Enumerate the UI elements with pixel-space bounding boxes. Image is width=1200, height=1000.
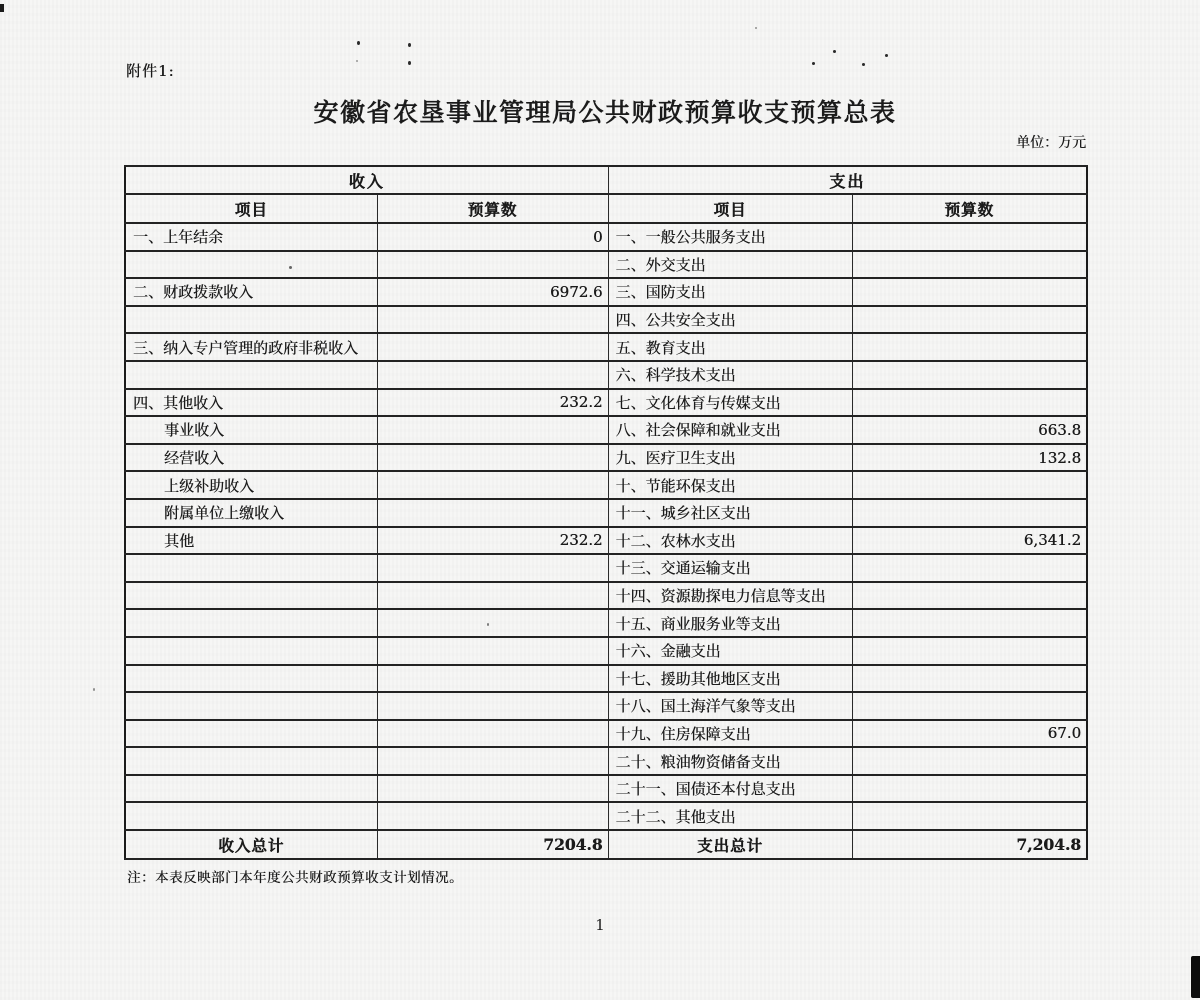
income-value-cell: [377, 251, 608, 279]
income-value-cell: [377, 637, 608, 665]
expense-value-cell: 6,341.2: [852, 527, 1087, 555]
page-number: 1: [595, 916, 605, 934]
income-item-cell: 附属单位上缴收入: [125, 499, 377, 527]
income-total-label: 收入总计: [125, 830, 377, 859]
scan-speck: [289, 266, 292, 269]
expense-value-cell: [852, 361, 1087, 389]
expense-value-cell: [852, 747, 1087, 775]
income-value-cell: [377, 416, 608, 444]
income-item-cell: 二、财政拨款收入: [125, 278, 377, 306]
income-value-cell: 6972.6: [377, 278, 608, 306]
expense-value-cell: [852, 637, 1087, 665]
income-budget-column-header: 预算数: [377, 194, 608, 223]
expense-value-cell: [852, 802, 1087, 830]
expense-item-cell: 十六、金融支出: [608, 637, 852, 665]
income-item-cell: [125, 637, 377, 665]
expense-value-cell: [852, 775, 1087, 803]
income-total-value: 7204.8: [377, 830, 608, 859]
expense-value-cell: [852, 251, 1087, 279]
expense-item-cell: 十五、商业服务业等支出: [608, 609, 852, 637]
income-value-cell: [377, 444, 608, 472]
income-value-cell: 0: [377, 223, 608, 251]
budget-table-row: [125, 333, 1087, 361]
income-value-cell: [377, 720, 608, 748]
expense-value-cell: 132.8: [852, 444, 1087, 472]
income-value-cell: [377, 333, 608, 361]
income-value-cell: [377, 499, 608, 527]
expense-value-cell: [852, 582, 1087, 610]
income-item-cell: 事业收入: [125, 416, 377, 444]
budget-table-row: [125, 692, 1087, 720]
budget-table-row: [125, 637, 1087, 665]
income-item-cell: 三、纳入专户管理的政府非税收入: [125, 333, 377, 361]
expense-item-cell: 四、公共安全支出: [608, 306, 852, 334]
expense-item-cell: 十四、资源勘探电力信息等支出: [608, 582, 852, 610]
budget-table-row: [125, 389, 1087, 417]
income-value-cell: [377, 747, 608, 775]
expense-value-cell: [852, 499, 1087, 527]
income-item-cell: [125, 665, 377, 693]
expense-value-cell: [852, 471, 1087, 499]
income-item-cell: 经营收入: [125, 444, 377, 472]
budget-table-row: [125, 720, 1087, 748]
expense-section-header: 支出: [608, 166, 1087, 194]
income-value-cell: [377, 802, 608, 830]
expense-item-cell: 十三、交通运输支出: [608, 554, 852, 582]
budget-table-row: [125, 278, 1087, 306]
scan-speck: [862, 63, 865, 66]
expense-value-cell: 663.8: [852, 416, 1087, 444]
budget-table-row: [125, 665, 1087, 693]
income-item-cell: [125, 582, 377, 610]
income-value-cell: 232.2: [377, 527, 608, 555]
expense-item-cell: 十九、住房保障支出: [608, 720, 852, 748]
budget-table-row: [125, 444, 1087, 472]
scan-speck: [833, 50, 836, 53]
income-item-cell: [125, 251, 377, 279]
scan-speck: [885, 54, 888, 57]
expense-item-cell: 九、医疗卫生支出: [608, 444, 852, 472]
income-value-cell: [377, 306, 608, 334]
income-section-header: 收入: [125, 166, 608, 194]
unit-label: 单位：万元: [1016, 135, 1086, 151]
attachment-label: 附件1:: [126, 62, 175, 80]
expense-value-cell: 67.0: [852, 720, 1087, 748]
income-item-cell: [125, 361, 377, 389]
income-value-cell: 232.2: [377, 389, 608, 417]
expense-value-cell: [852, 692, 1087, 720]
budget-table: [124, 165, 1088, 860]
expense-item-cell: 二十、粮油物资储备支出: [608, 747, 852, 775]
scan-speck: [93, 688, 95, 691]
scan-artifact-edge-speck: [0, 4, 4, 12]
income-value-cell: [377, 609, 608, 637]
expense-value-cell: [852, 389, 1087, 417]
budget-table-row: [125, 554, 1087, 582]
table-total-row: [125, 830, 1087, 859]
expense-item-cell: 六、科学技术支出: [608, 361, 852, 389]
footnote: 注：本表反映部门本年度公共财政预算收支计划情况。: [127, 870, 463, 886]
budget-table-row: [125, 775, 1087, 803]
income-value-cell: [377, 692, 608, 720]
expense-item-cell: 十二、农林水支出: [608, 527, 852, 555]
table-section-header-row: [125, 166, 1087, 194]
expense-item-cell: 十七、援助其他地区支出: [608, 665, 852, 693]
budget-table-row: [125, 416, 1087, 444]
scan-speck: [357, 41, 360, 45]
budget-table-row: [125, 582, 1087, 610]
income-item-cell: 四、其他收入: [125, 389, 377, 417]
expense-budget-column-header: 预算数: [852, 194, 1087, 223]
expense-value-cell: [852, 609, 1087, 637]
income-item-cell: 一、上年结余: [125, 223, 377, 251]
expense-item-cell: 八、社会保障和就业支出: [608, 416, 852, 444]
income-item-cell: [125, 306, 377, 334]
income-item-cell: 上级补助收入: [125, 471, 377, 499]
budget-table-row: [125, 251, 1087, 279]
income-value-cell: [377, 665, 608, 693]
scan-speck: [408, 43, 411, 47]
income-value-cell: [377, 775, 608, 803]
table-column-header-row: [125, 194, 1087, 223]
budget-table-row: [125, 306, 1087, 334]
income-item-cell: [125, 720, 377, 748]
budget-table-row: [125, 471, 1087, 499]
budget-table-row: [125, 223, 1087, 251]
expense-value-cell: [852, 554, 1087, 582]
scan-speck: [755, 27, 757, 29]
income-item-cell: [125, 554, 377, 582]
expense-value-cell: [852, 278, 1087, 306]
income-item-cell: [125, 692, 377, 720]
page-title: 安徽省农垦事业管理局公共财政预算收支预算总表: [313, 98, 897, 127]
expense-total-label: 支出总计: [608, 830, 852, 859]
expense-item-cell: 三、国防支出: [608, 278, 852, 306]
expense-item-cell: 二十一、国债还本付息支出: [608, 775, 852, 803]
income-item-cell: [125, 609, 377, 637]
budget-table-row: [125, 527, 1087, 555]
expense-item-cell: 二十二、其他支出: [608, 802, 852, 830]
expense-item-cell: 七、文化体育与传媒支出: [608, 389, 852, 417]
income-item-cell: [125, 747, 377, 775]
expense-item-cell: 一、一般公共服务支出: [608, 223, 852, 251]
expense-item-cell: 五、教育支出: [608, 333, 852, 361]
budget-table-row: [125, 609, 1087, 637]
income-item-cell: [125, 775, 377, 803]
income-item-cell: [125, 802, 377, 830]
expense-value-cell: [852, 333, 1087, 361]
expense-value-cell: [852, 665, 1087, 693]
expense-item-column-header: 项目: [608, 194, 852, 223]
expense-value-cell: [852, 223, 1087, 251]
income-value-cell: [377, 582, 608, 610]
budget-table-row: [125, 802, 1087, 830]
income-value-cell: [377, 554, 608, 582]
expense-item-cell: 十一、城乡社区支出: [608, 499, 852, 527]
income-value-cell: [377, 471, 608, 499]
expense-value-cell: [852, 306, 1087, 334]
budget-table-row: [125, 361, 1087, 389]
expense-item-cell: 二、外交支出: [608, 251, 852, 279]
budget-table-row: [125, 747, 1087, 775]
scan-speck: [356, 60, 358, 62]
income-item-column-header: 项目: [125, 194, 377, 223]
budget-table-row: [125, 499, 1087, 527]
income-value-cell: [377, 361, 608, 389]
expense-total-value: 7,204.8: [852, 830, 1087, 859]
scan-speck: [812, 62, 815, 65]
expense-item-cell: 十、节能环保支出: [608, 471, 852, 499]
scan-speck: [487, 623, 489, 626]
income-item-cell: 其他: [125, 527, 377, 555]
expense-item-cell: 十八、国土海洋气象等支出: [608, 692, 852, 720]
scan-speck: [408, 61, 411, 65]
scan-artifact-corner-mark: [1191, 956, 1200, 998]
